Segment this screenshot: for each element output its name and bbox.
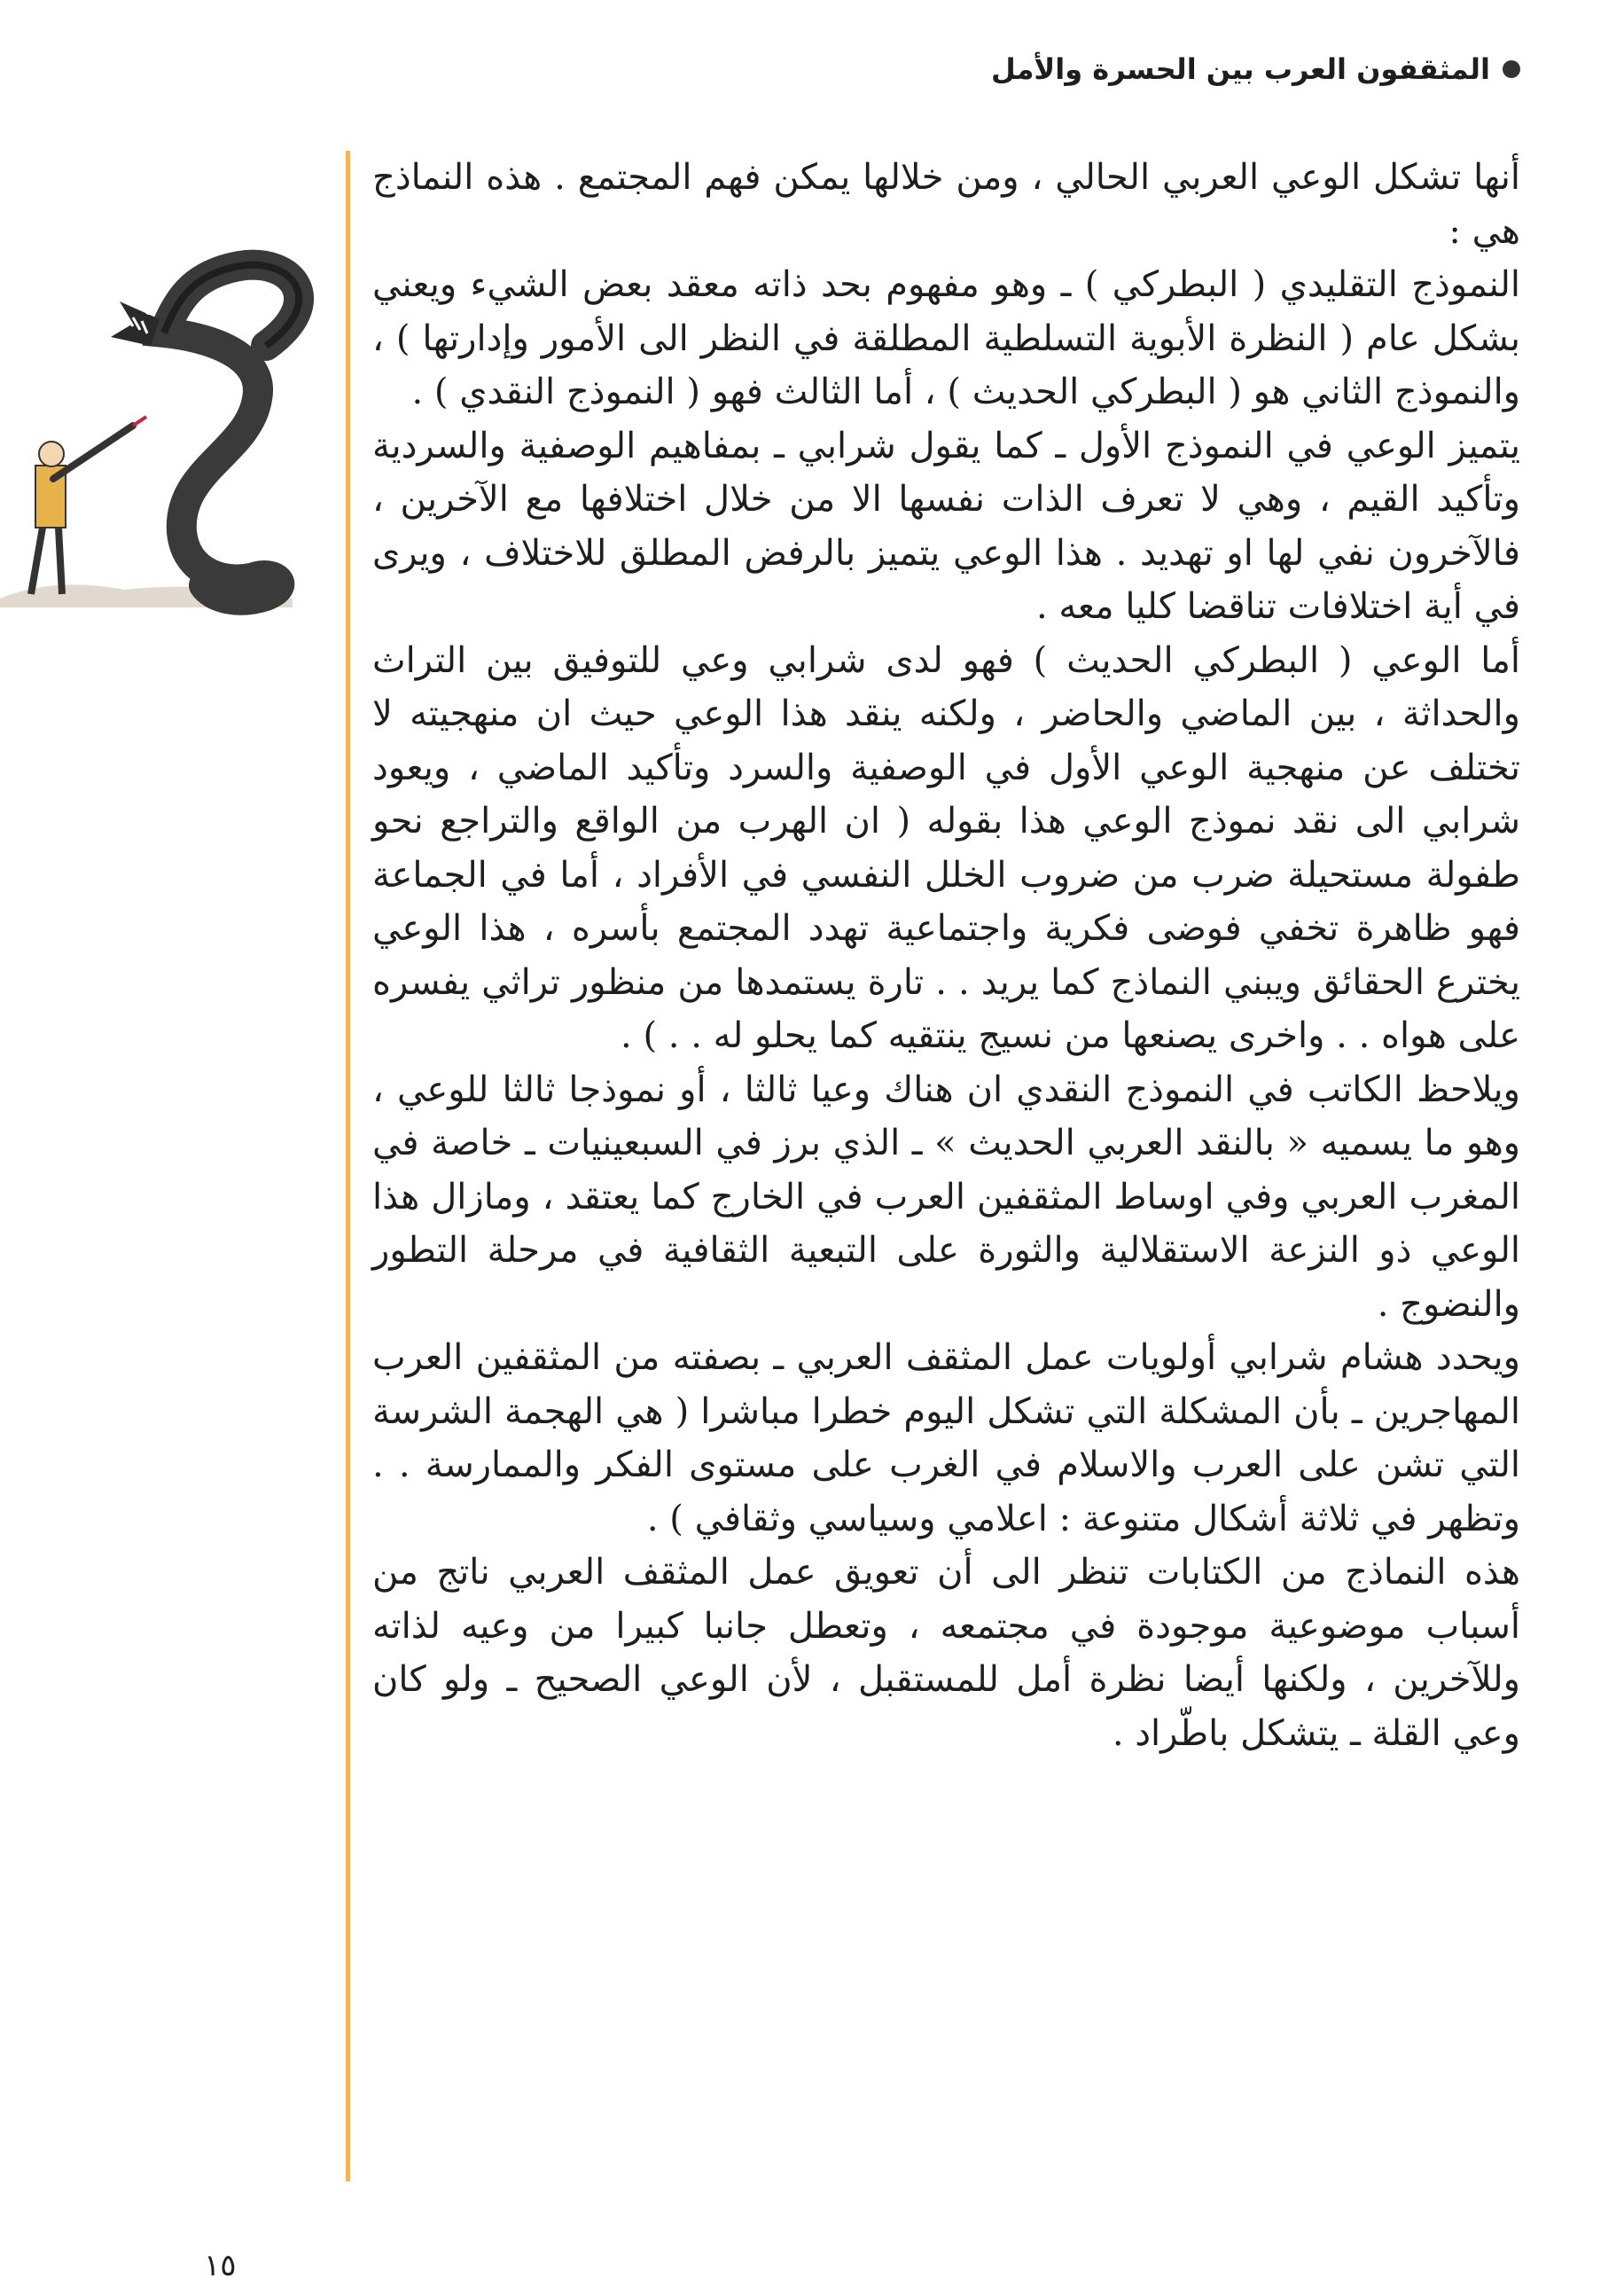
paragraph: ويحدد هشام شرابي أولويات عمل المثقف العربي ـ بصفته من المثقفين العرب المهاجرين ـ بأن المشكلة التي تشكل اليوم خطرا مباشرا ( هي الهجمة الشرسة التي تشن على العرب والاسلام في الغرب على مستوى الفكر والممارسة . . وتظهر في ثلاثة أشكال متنوعة : اعلامي وسياسي وثقافي ) . [372,1337,1520,1539]
page-number: ١٥ [204,2248,237,2283]
margin-rule [346,151,350,2181]
paragraph: يتميز الوعي في النموذج الأول ـ كما يقول شرابي ـ بمفاهيم الوصفية والسردية وتأكيد القيم ، وهي لا تعرف الذات نفسها الا من خلال اختلافها مع الآخرين ، فالآخرون نفي لها او تهديد . هذا الوعي يتميز بالرفض المطلق للاختلاف ، ويرى في أية اختلافات تناقضا كليا معه . [372,425,1520,627]
article-body [372,151,1520,1760]
serpent-illustration [0,248,319,630]
paragraph: أنها تشكل الوعي العربي الحالي ، ومن خلالها يمكن فهم المجتمع . هذه النماذج هي : [372,157,1520,252]
paragraph: النموذج التقليدي ( البطركي ) ـ وهو مفهوم بحد ذاته معقد بعض الشيء ويعني بشكل عام ( النظرة الأبوية التسلطية المطلقة في النظر الى الأمور وإدارتها ) ، والنموذج الثاني هو ( البطركي الحديث ) ، أما الثالث فهو ( النموذج النقدي ) . [372,264,1520,412]
bullet-icon [1503,60,1520,78]
paragraph: هذه النماذج من الكتابات تنظر الى أن تعويق عمل المثقف العربي ناتج من أسباب موضوعية موجودة في مجتمعه ، وتعطل جانبا كبيرا من وعيه لذاته وللآخرين ، ولكنها أيضا نظرة أمل للمستقبل ، لأن الوعي الصحيح ـ ولو كان وعي القلة ـ يتشكل باطّراد . [372,1552,1520,1754]
man-figure [31,417,146,594]
running-header-title: المثقفون العرب بين الحسرة والأمل [991,52,1490,86]
paragraph: ويلاحظ الكاتب في النموذج النقدي ان هناك وعيا ثالثا ، أو نموذجا ثالثا للوعي ، وهو ما يسميه « بالنقد العربي الحديث » ـ الذي برز في السبعينيات ـ خاصة في المغرب العربي وفي اوساط المثقفين العرب في الخارج كما يعتقد ، ومازال هذا الوعي ذو النزعة الاستقلالية والثورة على التبعية الثقافية في مرحلة التطور والنضوج . [372,1069,1520,1325]
paragraph: أما الوعي ( البطركي الحديث ) فهو لدى شرابي وعي للتوفيق بين التراث والحداثة ، بين الماضي والحاضر ، ولكنه ينقد هذا الوعي حيث ان منهجيته لا تختلف عن منهجية الوعي الأول في الوصفية والسرد وتأكيد الماضي ، ويعود شرابي الى نقد نموذج الوعي هذا بقوله ( ان الهرب من الواقع والتراجع نحو طفولة مستحيلة ضرب من ضروب الخلل النفسي في الأفراد ، أما في الجماعة فهو ظاهرة تخفي فوضى فكرية واجتماعية تهدد المجتمع بأسره ، هذا الوعي يخترع الحقائق ويبني النماذج كما يريد . . تارة يستمدها من منظور تراثي يفسره على هواه . . واخرى يصنعها من نسيج ينتقيه كما يحلو له . . ) . [372,639,1520,1056]
running-header [191,51,1520,87]
